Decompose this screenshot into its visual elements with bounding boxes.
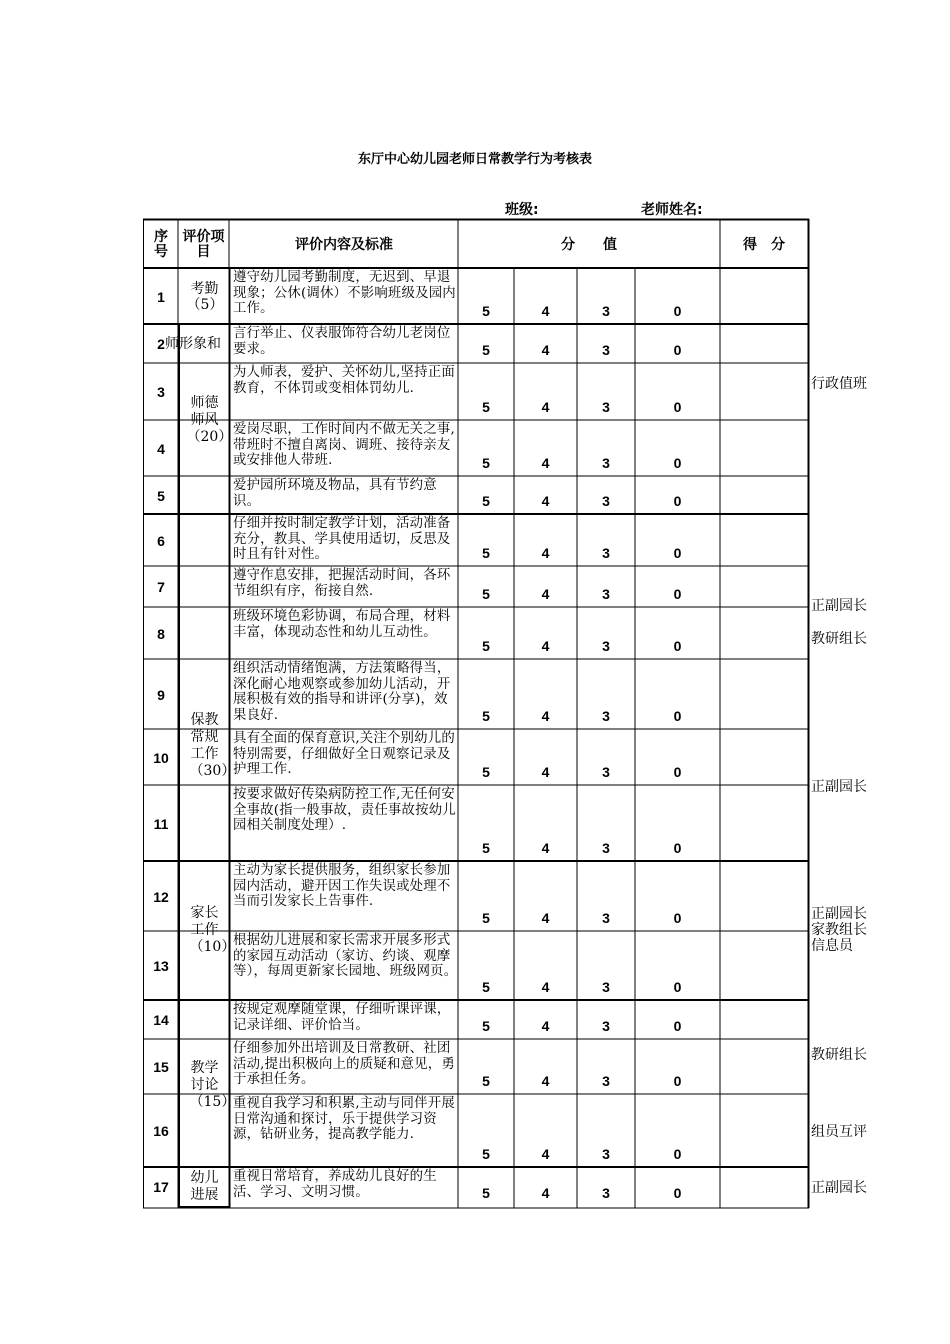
category-routine: 保教常规工作（30） <box>189 712 236 779</box>
criteria-text: 根据幼儿进展和家长需求开展多形式的家园互动活动（家访、约谈、观摩等），每周更新家长园地、班级网页。 <box>233 933 458 980</box>
score-result-cell[interactable] <box>721 364 807 420</box>
row-number: 16 <box>153 1123 169 1139</box>
side-note: 正副园长 <box>811 598 867 614</box>
header-seq: 序号 <box>154 228 168 259</box>
score-option-0[interactable]: 0 <box>673 979 682 995</box>
score-option-3[interactable]: 3 <box>602 638 610 654</box>
score-option-5[interactable]: 5 <box>482 910 490 926</box>
score-option-0[interactable]: 0 <box>673 342 682 358</box>
score-option-4[interactable]: 4 <box>541 764 550 780</box>
score-option-5[interactable]: 5 <box>482 708 490 724</box>
criteria-text: 组织活动情绪饱满，方法策略得当，深化耐心地观察或参加幼儿活动，开展积极有效的指导和讲评(分享)，效果良好. <box>233 661 451 723</box>
score-option-4[interactable]: 4 <box>541 493 550 509</box>
row-number: 17 <box>153 1179 169 1195</box>
header-result: 得 分 <box>743 235 785 252</box>
row-number: 15 <box>153 1059 169 1075</box>
score-option-0[interactable]: 0 <box>673 638 682 654</box>
criteria-text: 班级环境色彩协调，布局合理，材料丰富，体现动态性和幼儿互动性。 <box>233 609 451 640</box>
row-number: 8 <box>157 625 165 642</box>
header-score: 分 值 <box>561 235 617 252</box>
score-option-3[interactable]: 3 <box>602 910 610 926</box>
score-option-5[interactable]: 5 <box>482 399 490 415</box>
row-number: 4 <box>157 440 165 457</box>
score-option-0[interactable]: 0 <box>673 493 682 509</box>
score-option-5[interactable]: 5 <box>482 493 490 509</box>
score-option-3[interactable]: 3 <box>602 399 610 415</box>
score-result-cell[interactable] <box>721 786 807 861</box>
criteria-text: 仔细并按时制定教学计划，活动准备充分，教具、学具使用适切，反思及时且有针对性。 <box>233 516 451 563</box>
side-note: 信息员 <box>811 938 853 954</box>
score-result-cell[interactable] <box>721 660 807 729</box>
score-result-cell[interactable] <box>721 862 807 931</box>
score-option-5[interactable]: 5 <box>482 1018 490 1034</box>
side-note: 家教组长 <box>811 922 867 938</box>
score-option-0[interactable]: 0 <box>673 840 682 856</box>
row-number: 10 <box>153 749 169 766</box>
score-option-3[interactable]: 3 <box>602 708 610 724</box>
score-option-5[interactable]: 5 <box>482 1185 490 1201</box>
side-note: 正副园长 <box>811 779 867 795</box>
score-option-0[interactable]: 0 <box>673 399 682 415</box>
score-option-5[interactable]: 5 <box>482 638 490 654</box>
score-option-4[interactable]: 4 <box>541 910 550 926</box>
score-option-4[interactable]: 4 <box>541 638 550 654</box>
score-option-5[interactable]: 5 <box>482 764 490 780</box>
score-result-cell[interactable] <box>721 269 807 324</box>
score-option-5[interactable]: 5 <box>482 840 490 856</box>
criteria-text: 主动为家长提供服务，组织家长参加园内活动，避开因工作失误或处理不当而引发家长上告事件. <box>233 863 451 910</box>
score-option-4[interactable]: 4 <box>541 979 550 995</box>
score-option-5[interactable]: 5 <box>482 586 490 602</box>
score-option-5[interactable]: 5 <box>482 979 490 995</box>
score-result-cell[interactable] <box>721 325 807 363</box>
header-item: 评价项目 <box>182 228 225 259</box>
score-option-0[interactable]: 0 <box>673 303 682 319</box>
score-option-4[interactable]: 4 <box>541 1146 550 1162</box>
score-option-4[interactable]: 4 <box>541 1073 550 1089</box>
criteria-text: 重视自我学习和积累,主动与同伴开展日常沟通和探讨，乐于提供学习资源，钻研业务，提高教学能力. <box>233 1096 455 1143</box>
score-option-3[interactable]: 3 <box>602 1185 610 1201</box>
score-result-cell[interactable] <box>721 477 807 514</box>
score-result-cell[interactable] <box>721 515 807 566</box>
side-note: 正副园长 <box>811 906 867 922</box>
row-number: 2 <box>157 336 165 352</box>
score-option-0[interactable]: 0 <box>673 1018 682 1034</box>
row-number: 1 <box>157 288 165 305</box>
score-option-3[interactable]: 3 <box>602 1073 610 1089</box>
criteria-text: 重视日常培育，养成幼儿良好的生活、学习、文明习惯。 <box>233 1169 437 1200</box>
score-option-0[interactable]: 0 <box>673 586 682 602</box>
criteria-text: 按规定观摩随堂课，仔细听课评课，记录详细、评价恰当。 <box>233 1002 451 1033</box>
score-option-5[interactable]: 5 <box>482 342 490 358</box>
side-note: 教研组长 <box>811 631 867 647</box>
score-result-cell[interactable] <box>721 1168 807 1206</box>
row-number: 11 <box>153 815 169 832</box>
row-number: 3 <box>157 384 165 400</box>
score-option-3[interactable]: 3 <box>602 303 610 319</box>
score-result-cell[interactable] <box>721 1040 807 1094</box>
criteria-text: 具有全面的保育意识,关注个别幼儿的特别需要，仔细做好全日观察记录及护理工作. <box>233 731 455 778</box>
score-option-0[interactable]: 0 <box>673 1146 682 1162</box>
criteria-text: 言行举止、仪表服饰符合幼儿老岗位要求。 <box>233 326 451 357</box>
score-option-3[interactable]: 3 <box>602 342 610 358</box>
side-note: 正副园长 <box>811 1180 867 1196</box>
score-option-3[interactable]: 3 <box>602 1018 610 1034</box>
side-note: 组员互评 <box>811 1124 867 1140</box>
score-option-3[interactable]: 3 <box>602 764 610 780</box>
score-result-cell[interactable] <box>721 1001 807 1039</box>
score-option-0[interactable]: 0 <box>673 1073 682 1089</box>
score-option-5[interactable]: 5 <box>482 1146 490 1162</box>
criteria-text: 爱岗尽职，工作时间内不做无关之事,带班时不擅自离岗、调班、接待亲友或安排他人带班. <box>233 422 455 469</box>
score-option-4[interactable]: 4 <box>541 545 550 561</box>
score-option-4[interactable]: 4 <box>541 342 550 358</box>
score-option-0[interactable]: 0 <box>673 1185 682 1201</box>
teacher-name-label: 老师姓名: <box>641 202 703 218</box>
criteria-text: 爱护园所环境及物品，具有节约意识。 <box>233 478 437 509</box>
score-option-4[interactable]: 4 <box>541 708 550 724</box>
side-note: 教研组长 <box>811 1047 867 1063</box>
score-option-0[interactable]: 0 <box>673 910 682 926</box>
score-option-3[interactable]: 3 <box>602 493 610 509</box>
side-note: 行政值班 <box>811 376 867 392</box>
row-number: 13 <box>153 958 169 974</box>
score-option-5[interactable]: 5 <box>482 1073 490 1089</box>
score-option-0[interactable]: 0 <box>673 545 682 561</box>
score-option-4[interactable]: 4 <box>541 840 550 856</box>
score-result-cell[interactable] <box>721 567 807 607</box>
score-option-3[interactable]: 3 <box>602 545 610 561</box>
row-number: 5 <box>157 487 165 504</box>
score-option-4[interactable]: 4 <box>541 303 550 319</box>
score-option-3[interactable]: 3 <box>602 840 610 856</box>
criteria-text: 按要求做好传染病防控工作,无任何安全事故(指一般事故，责任事故按幼儿园相关制度处理）. <box>233 787 456 834</box>
score-option-0[interactable]: 0 <box>673 764 682 780</box>
score-option-4[interactable]: 4 <box>541 455 550 471</box>
score-result-cell[interactable] <box>721 932 807 1000</box>
score-option-3[interactable]: 3 <box>602 455 610 471</box>
row-number: 9 <box>157 686 165 703</box>
score-option-5[interactable]: 5 <box>482 455 490 471</box>
criteria-text: 遵守幼儿园考勤制度，无迟到、早退现象；公休(调休）不影响班级及园内工作。 <box>233 270 456 317</box>
criteria-text: 仔细参加外出培训及日常教研、社团活动,提出积极向上的质疑和意见，勇于承担任务。 <box>233 1041 455 1088</box>
score-option-4[interactable]: 4 <box>541 399 550 415</box>
category-development: 幼儿进展 <box>190 1170 219 1203</box>
score-result-cell[interactable] <box>721 730 807 785</box>
row-number: 7 <box>157 579 165 595</box>
category-image: 师形象和 <box>165 336 221 352</box>
score-result-cell[interactable] <box>721 1095 807 1167</box>
header-content: 评价内容及标准 <box>295 235 393 252</box>
score-option-4[interactable]: 4 <box>541 1185 550 1201</box>
row-number: 6 <box>157 532 165 549</box>
category-parents: 家长工作（10） <box>189 904 236 955</box>
score-option-5[interactable]: 5 <box>482 545 490 561</box>
score-result-cell[interactable] <box>721 421 807 476</box>
category-teaching: 教学讨论（15） <box>189 1059 236 1110</box>
score-option-5[interactable]: 5 <box>482 303 490 319</box>
row-number: 12 <box>153 888 169 905</box>
score-option-3[interactable]: 3 <box>602 586 610 602</box>
score-option-0[interactable]: 0 <box>673 708 682 724</box>
category-attendance: 考勤（5） <box>186 280 224 313</box>
score-result-cell[interactable] <box>721 608 807 659</box>
class-label: 班级: <box>505 202 539 218</box>
criteria-text: 为人师表，爱护、关怀幼儿,坚持正面教育，不体罚或变相体罚幼儿. <box>233 365 455 396</box>
criteria-text: 遵守作息安排，把握活动时间，各环节组织有序，衔接自然. <box>233 568 451 599</box>
score-option-4[interactable]: 4 <box>541 586 550 602</box>
category-ethics: 师德师风（20） <box>186 394 233 445</box>
score-option-3[interactable]: 3 <box>602 979 610 995</box>
score-option-0[interactable]: 0 <box>673 455 682 471</box>
page-title: 东厅中心幼儿园老师日常教学行为考核表 <box>357 152 592 167</box>
score-option-3[interactable]: 3 <box>602 1146 610 1162</box>
score-option-4[interactable]: 4 <box>541 1018 550 1034</box>
row-number: 14 <box>153 1012 169 1028</box>
